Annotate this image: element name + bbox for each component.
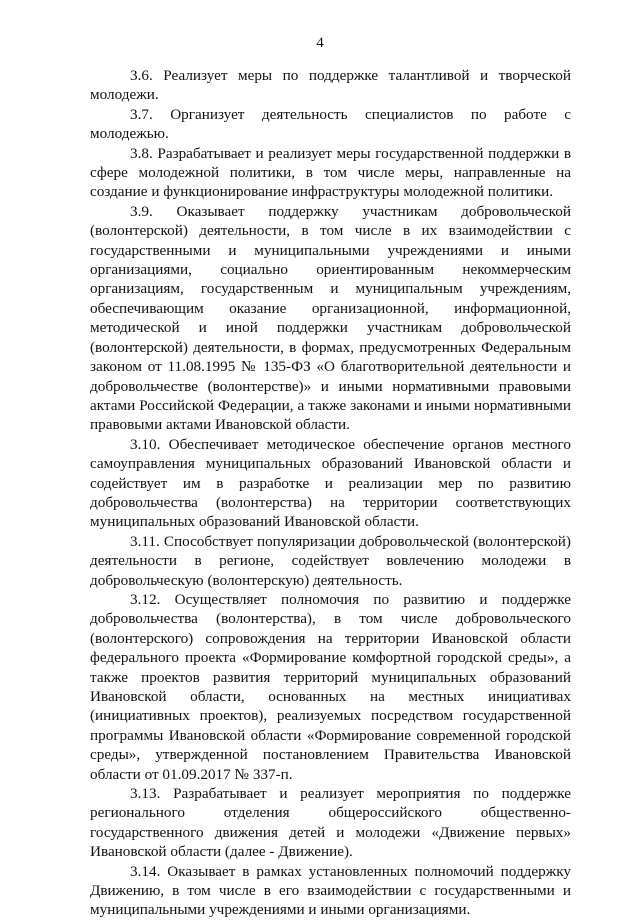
page-number: 4 — [316, 35, 324, 51]
paragraph-3-8: 3.8. Разрабатывает и реализует меры государственной поддержки в сфере молодежной политики, в том числе меры, направленные на создание и функционирование инфраструктуры молодежной политики. — [90, 144, 571, 201]
paragraph-3-7: 3.7. Организует деятельность специалистов по работе с молодежью. — [90, 105, 571, 143]
paragraph-3-11: 3.11. Способствует популяризации добровольческой (волонтерской) деятельности в регионе, содействует вовлечению молодежи в добровольческую (волонтерскую) деятельность. — [90, 532, 571, 589]
paragraph-3-10: 3.10. Обеспечивает методическое обеспечение органов местного самоуправления муниципальных образований Ивановской области и содействует им в разработке и реализации мер по развитию добровольчества (волонтерства) на территории соответствующих муниципальных образований Ивановской области. — [90, 435, 571, 531]
paragraph-3-12: 3.12. Осуществляет полномочия по развитию и поддержке добровольчества (волонтерства), в том числе добровольческого (волонтерского) сопровождения на территории Ивановской области федерального проекта «Формирование комфортной городской среды», а также проектов развития территорий муниципальных образований Ивановской области, основанных на местных инициативах (инициативных проектов), реализуемых посредством государственной программы Ивановской области «Формирование современной городской среды», утвержденной постановлением Правительства Ивановской области от 01.09.2017 № 337-п. — [90, 590, 571, 783]
document-body — [90, 66, 571, 920]
paragraph-3-14: 3.14. Оказывает в рамках установленных полномочий поддержку Движению, в том числе в его взаимодействии с государственными и муниципальными учреждениями и иными организациями. — [90, 862, 571, 919]
paragraph-3-6: 3.6. Реализует меры по поддержке талантливой и творческой молодежи. — [90, 67, 571, 104]
paragraph-3-9: 3.9. Оказывает поддержку участникам добровольческой (волонтерской) деятельности, в том числе в их взаимодействии с государственными и муниципальными учреждениями и иными организациями, социально ориентированным некоммерческим организациям, государственным и муниципальным учреждениям, обеспечивающим оказание организационной, информационной, методической и иной поддержки участникам добровольческой (волонтерской) деятельности, в формах, предусмотренных Федеральным законом от 11.08.1995 № 135-ФЗ «О благотворительной деятельности и добровольчестве (волонтерстве)» и иными нормативными правовыми актами Российской Федерации, а также законами и иными нормативными правовыми актами Ивановской области. — [90, 202, 571, 434]
paragraph-3-13: 3.13. Разрабатывает и реализует мероприятия по поддержке регионального отделения общероссийского общественно-государственного движения детей и молодежи «Движение первых» Ивановской области (далее - Движение). — [90, 785, 571, 861]
